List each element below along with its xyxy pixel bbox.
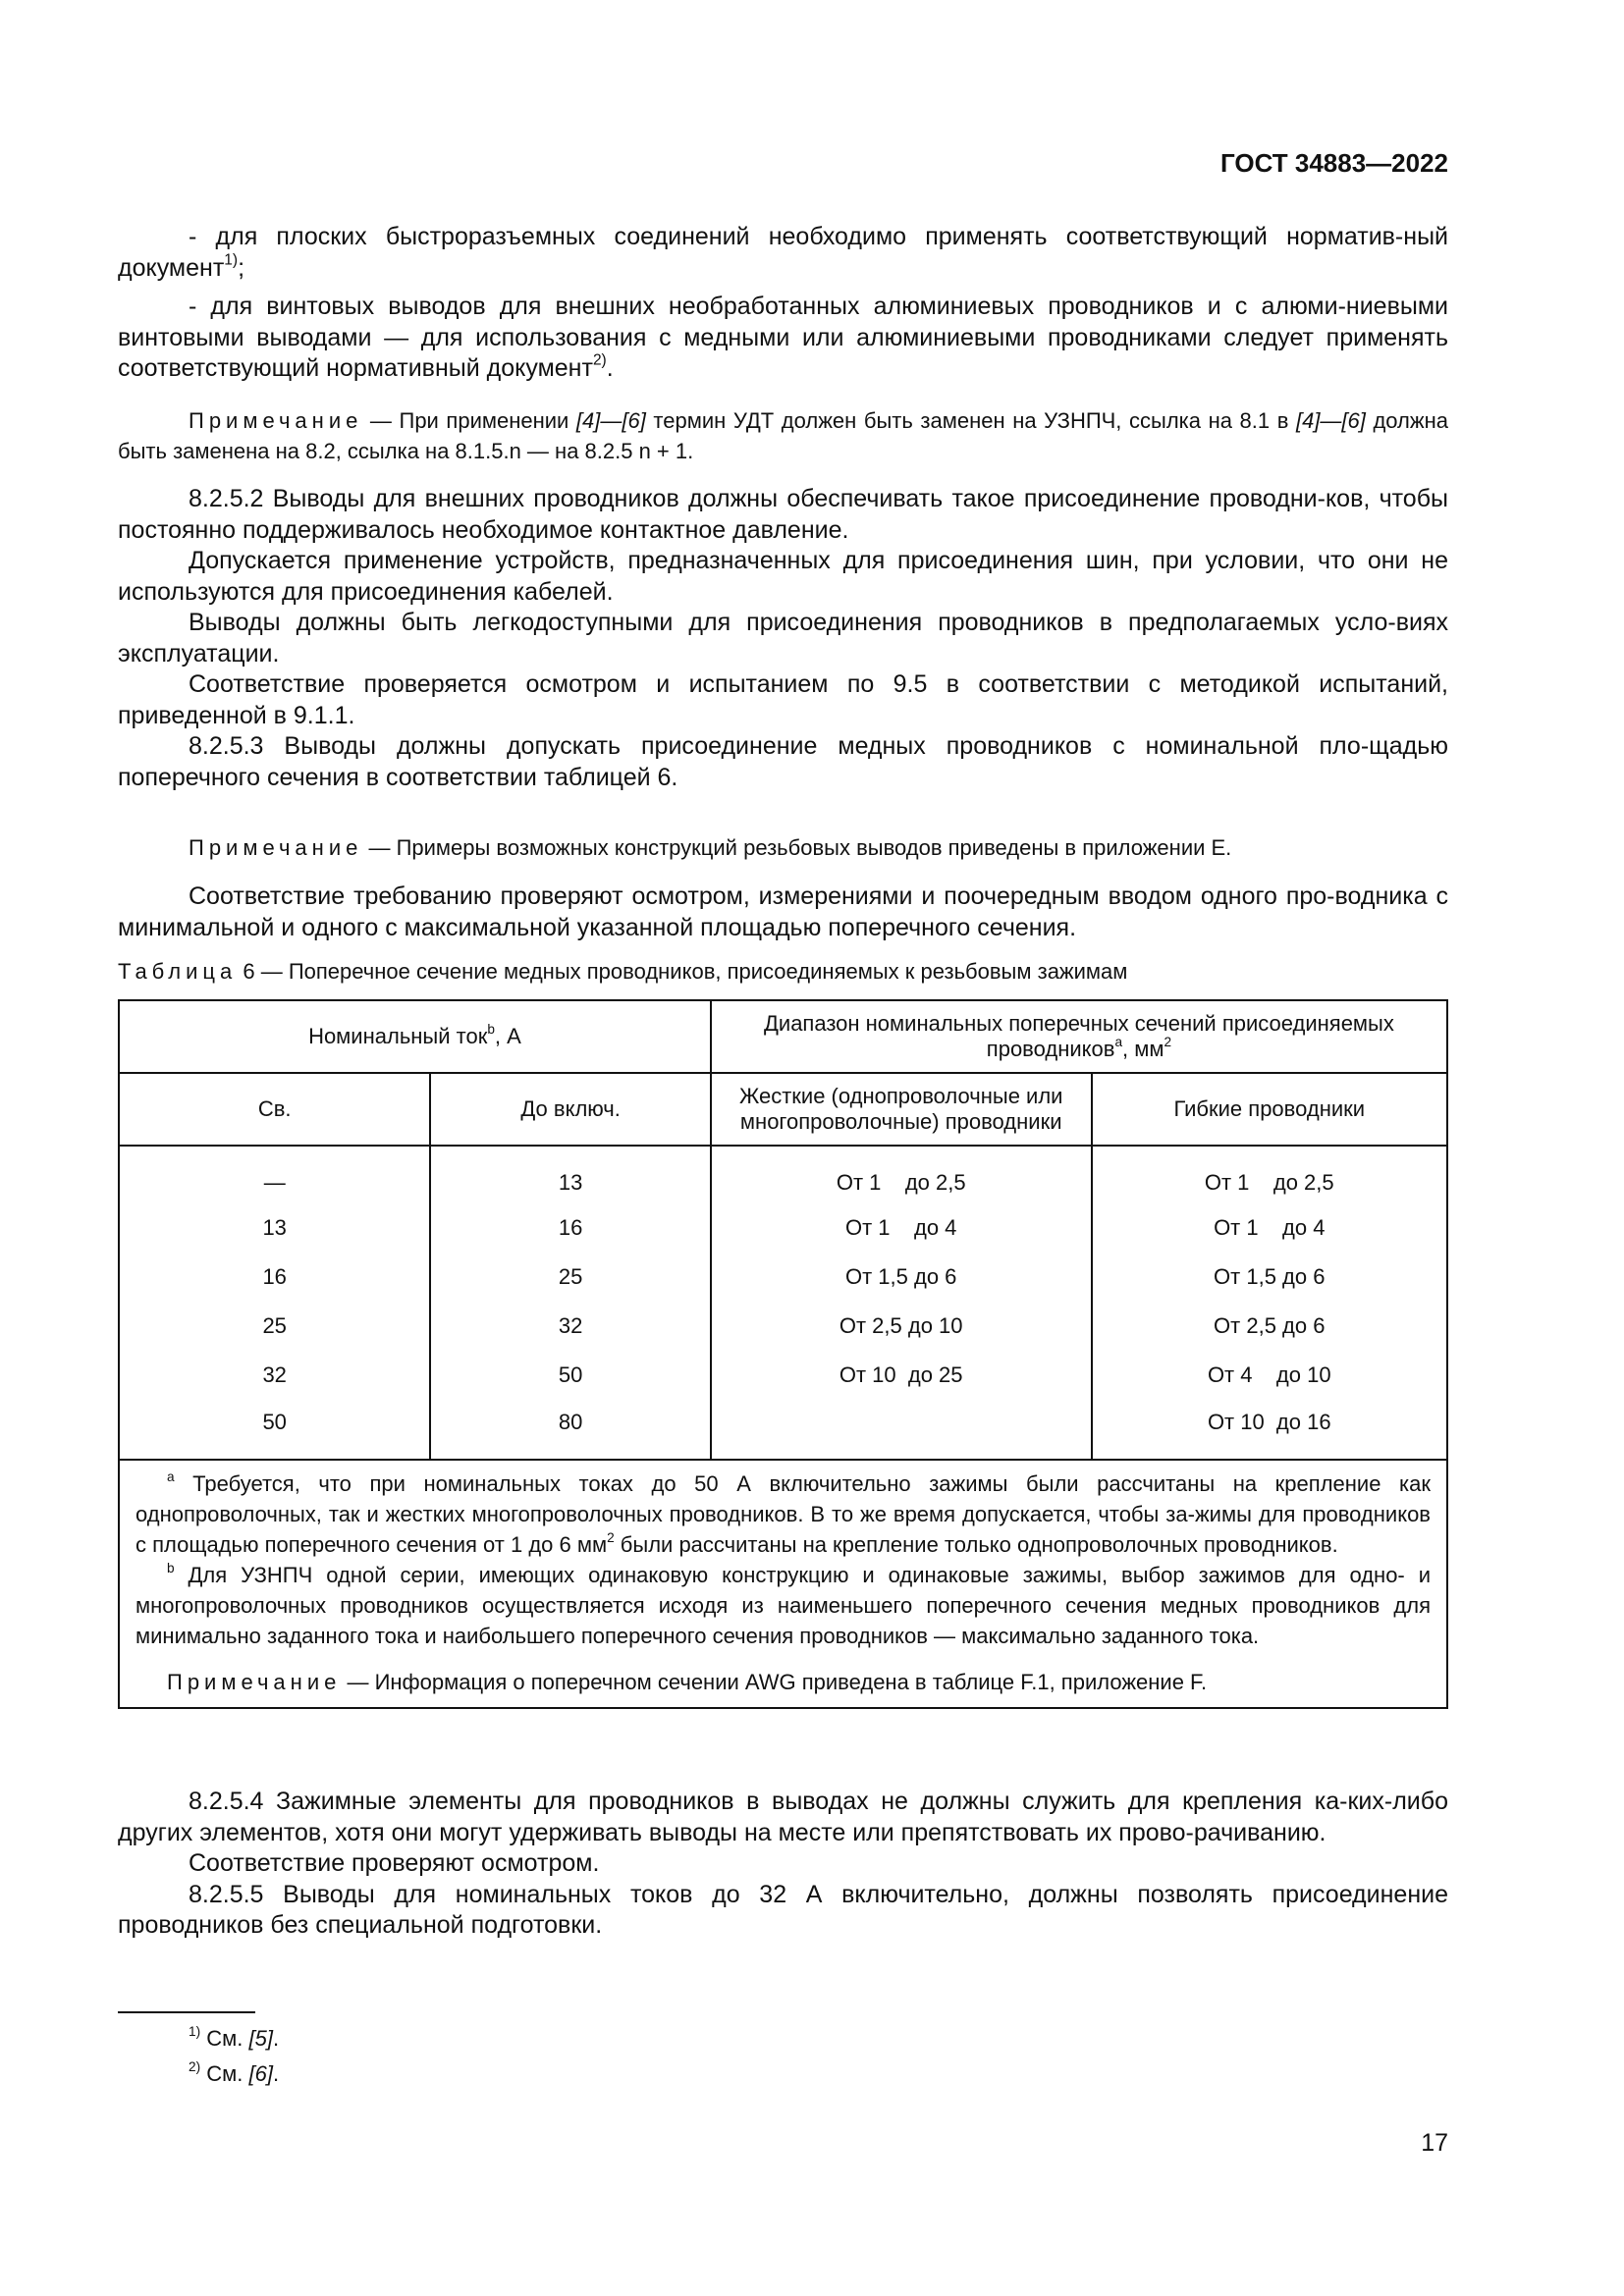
paragraph: Допускается применение устройств, предназначенных для присоединения шин, при условии, что они не используются для присоединения кабелей. xyxy=(118,547,1448,606)
header-section-range: Диапазон номинальных поперечных сечений присоединяемых проводников$^a$, $мм^2$ xyxy=(711,1000,1447,1073)
cell-to: 32 xyxy=(430,1302,711,1351)
table-footnotes xyxy=(119,1460,1447,1708)
header-flexible: Гибкие проводники xyxy=(1092,1073,1447,1146)
note-label: Примечание xyxy=(189,835,363,860)
cell-from: — xyxy=(119,1146,430,1203)
paragraph-8-2-5-5: 8.2.5.5 Выводы для номинальных токов до 32 А включительно, должны позволять присоединение проводников без специальной подготовки. xyxy=(118,1880,1448,1939)
footnote-2: $^{2)}$ См. [6]. xyxy=(189,2058,280,2086)
cell-to: 25 xyxy=(430,1253,711,1302)
table-footnote-b: $^b$ Для УЗНПЧ одной серии, имеющих одинаковую конструкцию и одинаковые зажимы, выбор зажимов для одно- и многопроволочных проводников осуществляется исходя из наименьшего поперечного сечения медных проводников для минимально заданного тока и наибольшего поперечного сечения проводников — максимально заданного тока. xyxy=(135,1560,1431,1648)
footnote-ref: 2) xyxy=(592,351,607,369)
cell-rigid: От 10 до 25 xyxy=(711,1351,1092,1400)
list-item-screw-terminals: - для винтовых выводов для внешних необработанных алюминиевых проводников и с алюми-ниевыми винтовыми выводами — для использования с медными или алюминиевыми проводниками следует применять соответствующий нормативный документ$^{2)}$. xyxy=(118,293,1448,382)
cell-flexible: От 1 до 4 xyxy=(1092,1203,1447,1253)
page-footnotes xyxy=(118,2021,1448,2092)
table-row xyxy=(119,1351,1447,1400)
page-number: 17 xyxy=(1421,2129,1448,2157)
cell-from: 50 xyxy=(119,1400,430,1460)
paragraph: 8.2.5.4 Зажимные элементы для проводников в выводах не должны служить для крепления ка-ких-либо других элементов, хотя они могут удерживать выводы на месте или препятствовать их прово-рачиванию. xyxy=(118,1788,1448,1846)
reference: [4]—[6] xyxy=(575,408,646,433)
footnote-separator xyxy=(118,2011,255,2013)
paragraph: Выводы должны быть легкодоступными для присоединения проводников в предполагаемых усло-виях эксплуатации. xyxy=(118,609,1448,667)
note-label: Примечание xyxy=(167,1670,342,1694)
cell-rigid: От 1 до 4 xyxy=(711,1203,1092,1253)
table-subheader-row xyxy=(119,1073,1447,1146)
table-row xyxy=(119,1302,1447,1351)
header-rigid: Жесткие (однопроволочные или многопроволочные) проводники xyxy=(711,1073,1092,1146)
cell-flexible: От 1 до 2,5 xyxy=(1092,1146,1447,1203)
cell-to: 13 xyxy=(430,1146,711,1203)
table-row xyxy=(119,1400,1447,1460)
cell-flexible: От 10 до 16 xyxy=(1092,1400,1447,1460)
cell-from: 32 xyxy=(119,1351,430,1400)
list-item-flat-connectors: - для плоских быстроразъемных соединений необходимо применять соответствующий норматив-ный документ$^{1)}$; xyxy=(118,223,1448,282)
cell-from: 16 xyxy=(119,1253,430,1302)
cell-rigid: От 2,5 до 10 xyxy=(711,1302,1092,1351)
cell-flexible: От 4 до 10 xyxy=(1092,1351,1447,1400)
table-note: Примечание — Информация о поперечном сечении AWG приведена в таблице F.1, приложение F. xyxy=(167,1670,1208,1694)
footnote-ref: 1) xyxy=(224,250,239,268)
cell-rigid: От 1,5 до 6 xyxy=(711,1253,1092,1302)
table-row xyxy=(119,1146,1447,1203)
cell-from: 25 xyxy=(119,1302,430,1351)
cell-from: 13 xyxy=(119,1203,430,1253)
paragraph: Соответствие проверяется осмотром и испытанием по 9.5 в соответствии с методикой испытаний, приведенной в 9.1.1. xyxy=(118,670,1448,729)
cell-rigid: От 1 до 2,5 xyxy=(711,1146,1092,1203)
section-8-2-5-4 xyxy=(118,1787,1448,1942)
footnote-1: $^{1)}$ См. [5]. xyxy=(189,2023,280,2051)
paragraph-8-2-5-3: 8.2.5.3 Выводы должны допускать присоединение медных проводников с номинальной пло-щадью поперечного сечения в соответствии таблицей 6. xyxy=(118,732,1448,791)
table-row xyxy=(119,1253,1447,1302)
header-to: До включ. xyxy=(430,1073,711,1146)
reference: [5] xyxy=(248,2026,273,2051)
table-row xyxy=(119,1203,1447,1253)
note-label: Примечание xyxy=(189,408,363,433)
caption-label: Таблица xyxy=(118,959,238,984)
cell-rigid xyxy=(711,1400,1092,1460)
cell-to: 80 xyxy=(430,1400,711,1460)
paragraph: Соответствие проверяют осмотром. xyxy=(189,1849,600,1877)
reference: [4]—[6] xyxy=(1295,408,1366,433)
paragraph: 8.2.5.2 Выводы для внешних проводников должны обеспечивать такое присоединение проводни-ков, чтобы постоянно поддерживалось необходимое контактное давление. xyxy=(118,485,1448,544)
section-8-2-5-2 xyxy=(118,484,1448,793)
table-body xyxy=(119,1146,1447,1460)
table-6 xyxy=(118,999,1448,1709)
note-1: Примечание — При применении [4]—[6] термин УДТ должен быть заменен на УЗНПЧ, ссылка на 8.1 в [4]—[6] должна быть заменена на 8.2, ссылка на 8.1.5.n — на 8.2.5 n + 1. xyxy=(118,408,1448,463)
compliance-paragraph: Соответствие требованию проверяют осмотром, измерениями и поочередным вводом одного про-водника с минимальной и одного с максимальной указанной площадью поперечного сечения. xyxy=(118,882,1448,941)
document-header: ГОСТ 34883—2022 xyxy=(1220,148,1448,178)
table-footnote-a: $^a$ Требуется, что при номинальных токах до 50 А включительно зажимы были рассчитаны на крепление как однопроволочных, так и жестких многопроволочных проводников. В то же время допускается, чтобы за-жимы для проводников с площадью поперечного сечения от 1 до 6 $мм^2$ были рассчитаны на крепление только однопроволочных проводников. xyxy=(135,1468,1431,1557)
table-header-row xyxy=(119,1000,1447,1073)
cell-flexible: От 2,5 до 6 xyxy=(1092,1302,1447,1351)
table-caption: Таблица 6 — Поперечное сечение медных проводников, присоединяемых к резьбовым зажимам xyxy=(118,959,1128,984)
intro-list xyxy=(118,222,1448,385)
note-2: Примечание — Примеры возможных конструкций резьбовых выводов приведены в приложении Е. xyxy=(189,835,1232,860)
header-from: Св. xyxy=(119,1073,430,1146)
cell-flexible: От 1,5 до 6 xyxy=(1092,1253,1447,1302)
cross-section-table xyxy=(118,999,1448,1709)
table-footnotes-row xyxy=(119,1460,1447,1708)
reference: [6] xyxy=(248,2061,273,2086)
cell-to: 16 xyxy=(430,1203,711,1253)
header-rated-current: Номинальный ток$^b$, А xyxy=(119,1000,711,1073)
cell-to: 50 xyxy=(430,1351,711,1400)
